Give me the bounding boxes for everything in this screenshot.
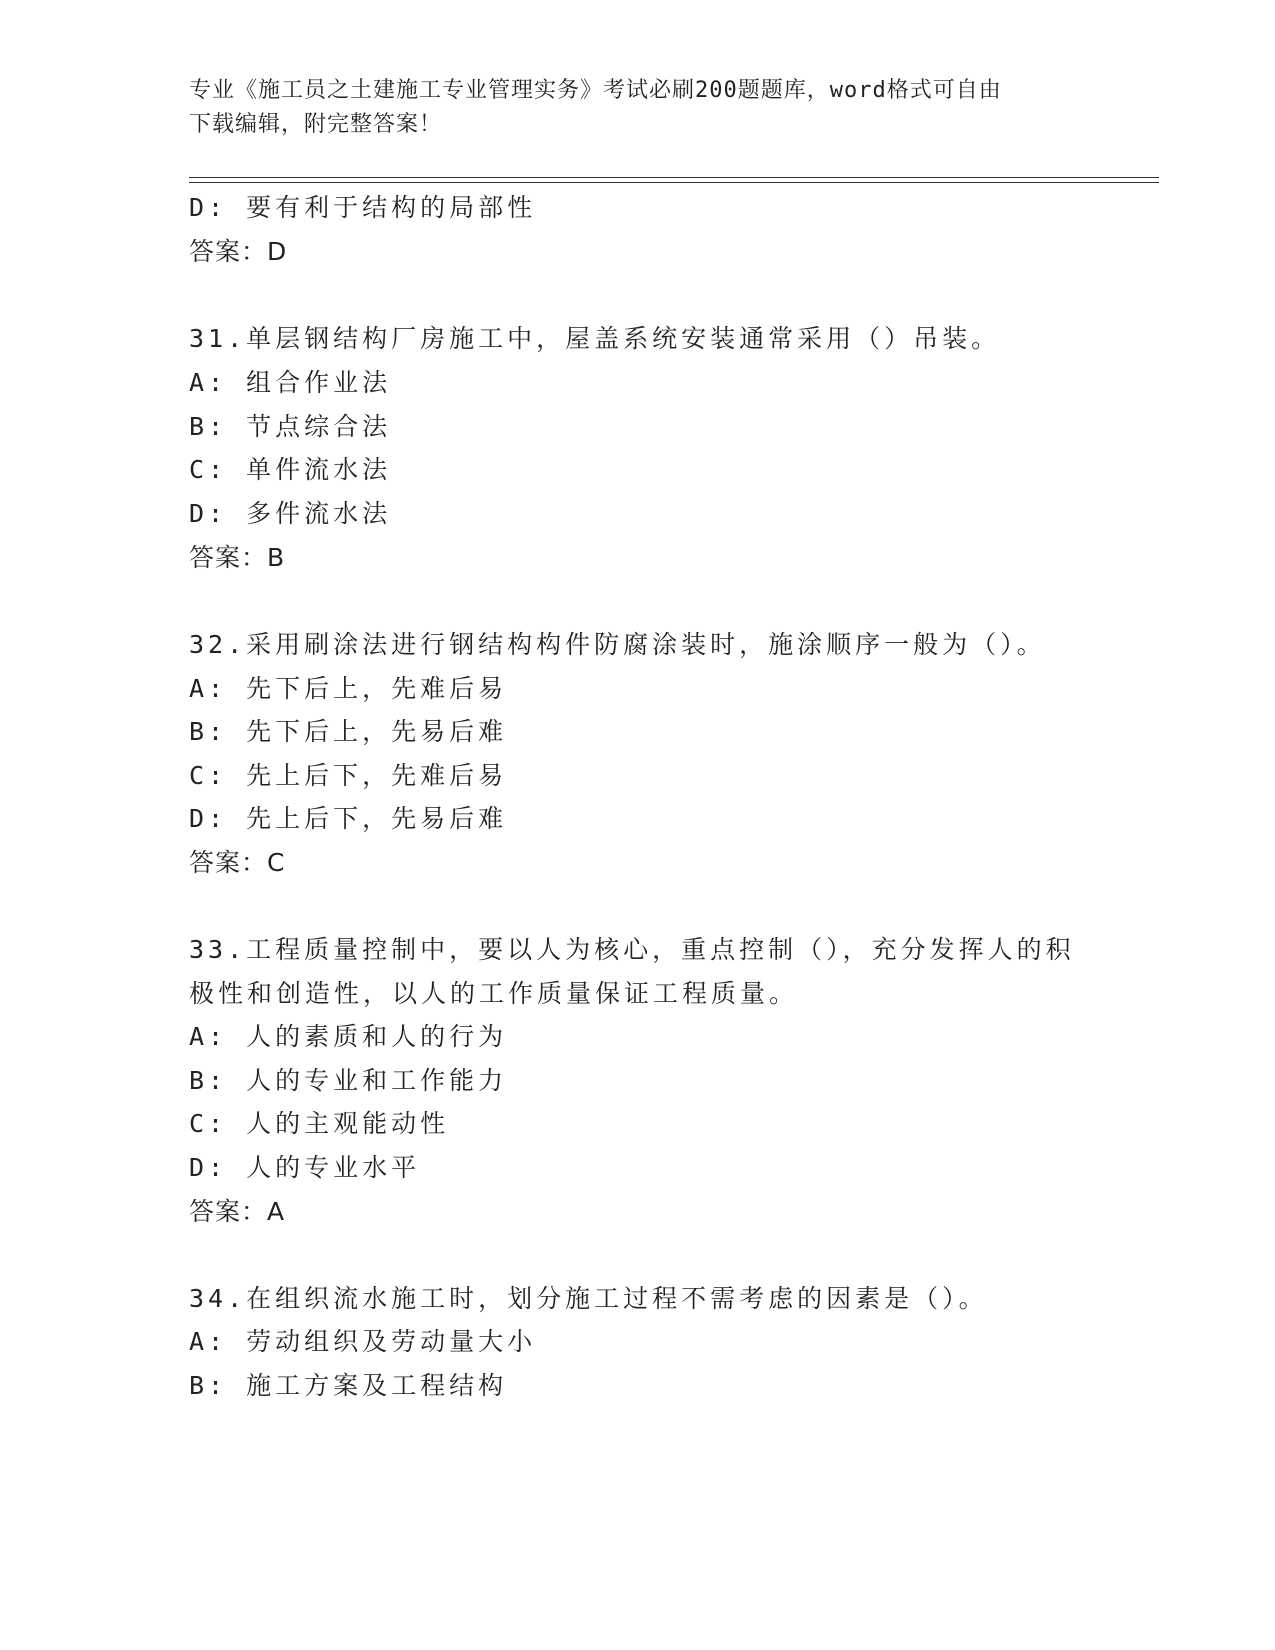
prev-answer: 答案：D [189,237,288,266]
question-34-option-a: A: 劳动组织及劳动量大小 [189,1327,537,1356]
question-31-option-c: C: 单件流水法 [189,455,392,484]
prev-option-d: D: 要有利于结构的局部性 [189,193,537,222]
question-33-stem-line-1: 33.工程质量控制中，要以人为核心，重点控制（），充分发挥人的积 [189,935,1075,964]
question-31-option-d: D: 多件流水法 [189,499,392,528]
question-32-option-a: A: 先下后上，先难后易 [189,674,508,703]
question-31-answer: 答案：B [189,543,286,572]
question-33-option-d: D: 人的专业水平 [189,1153,421,1182]
header-divider-bottom [189,182,1159,183]
question-32-option-c: C: 先上后下，先难后易 [189,761,508,790]
question-33-answer: 答案：A [189,1197,286,1226]
header-divider-top [189,177,1159,178]
question-33-option-c: C: 人的主观能动性 [189,1109,450,1138]
question-31-option-b: B: 节点综合法 [189,412,392,441]
question-31-stem: 31.单层钢结构厂房施工中，屋盖系统安装通常采用（）吊装。 [189,324,1001,353]
document-header [189,74,1089,142]
header-line-1: 专业《施工员之土建施工专业管理实务》考试必刷200题题库，word格式可自由 [189,78,1002,103]
question-34-option-b: B: 施工方案及工程结构 [189,1371,508,1400]
header-line-2: 下载编辑，附完整答案！ [189,112,443,137]
question-34-stem: 34.在组织流水施工时，划分施工过程不需考虑的因素是（）。 [189,1284,988,1313]
question-32-stem: 32.采用刷涂法进行钢结构构件防腐涂装时，施涂顺序一般为（）。 [189,630,1046,659]
question-33-stem-line-2: 极性和创造性，以人的工作质量保证工程质量。 [189,979,799,1008]
question-32-option-b: B: 先下后上，先易后难 [189,717,508,746]
question-33-option-b: B: 人的专业和工作能力 [189,1066,508,1095]
question-33-option-a: A: 人的素质和人的行为 [189,1022,508,1051]
question-31-option-a: A: 组合作业法 [189,368,392,397]
question-32-option-d: D: 先上后下，先易后难 [189,804,508,833]
question-32-answer: 答案：C [189,848,286,877]
